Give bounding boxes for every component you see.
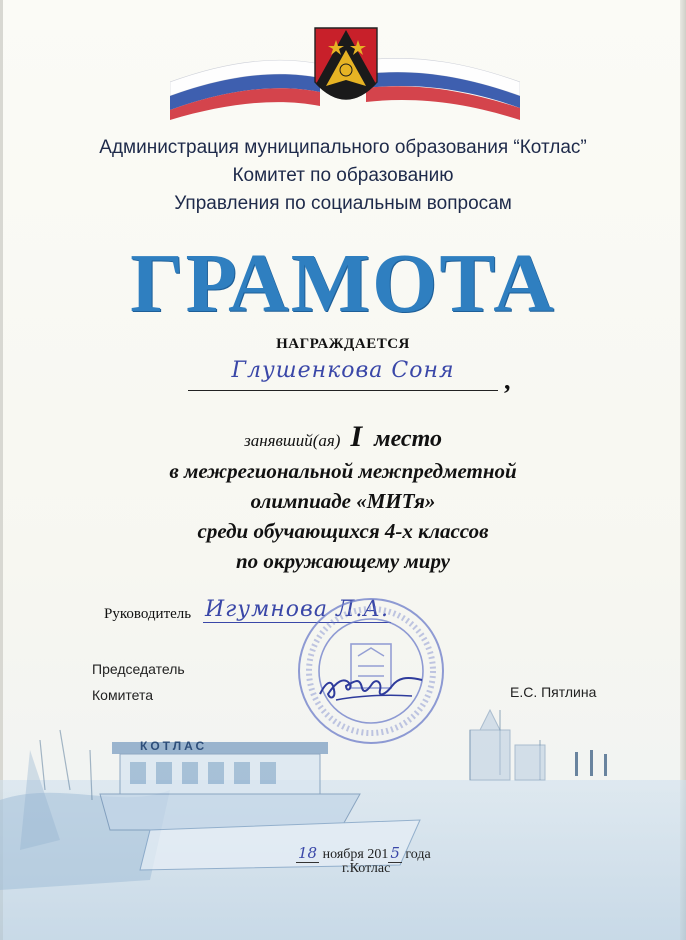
leader-name: Игумнова Л.А. — [205, 597, 389, 622]
chair-name: Е.С. Пятлина — [510, 684, 597, 700]
description-line-4: по окружающему миру — [236, 549, 450, 573]
place-row — [0, 420, 686, 454]
awarded-label: НАГРАЖДАЕТСЯ — [276, 336, 410, 352]
date-month: ноября 201 — [322, 847, 389, 862]
recipient-underline — [188, 390, 498, 391]
issuer-line-1: Администрация муниципального образования “Котлас” — [99, 137, 587, 158]
issuer-line-2: Комитет по образованию — [232, 165, 454, 186]
leader-label: Руководитель — [104, 606, 192, 622]
place-number: I — [350, 420, 363, 453]
flag-emblem-icon — [170, 20, 520, 120]
description-line-3: среди обучающихся 4-х классов — [197, 519, 489, 543]
place-word: место — [374, 426, 442, 452]
issuer-line-3: Управления по социальным вопросам — [174, 193, 512, 214]
description-line-2: олимпиаде «МИТя» — [250, 489, 436, 513]
description-line-1: в межрегиональной межпредметной — [169, 459, 517, 483]
date-suffix: года — [405, 847, 431, 862]
date-day: 18 — [298, 844, 318, 862]
date-year-digit: 5 — [390, 844, 400, 862]
issue-city: г.Котлас — [342, 861, 391, 876]
scene-sign-text: КОТЛАС — [140, 739, 208, 753]
name-comma: , — [504, 366, 511, 395]
chair-title — [92, 656, 185, 708]
recipient-name: Глушенкова Соня — [231, 358, 455, 383]
place-prefix: занявший(ая) — [244, 431, 341, 450]
chair-signature-icon — [316, 664, 426, 708]
issuer-header — [0, 134, 686, 218]
chair-line-2: Комитета — [92, 687, 154, 703]
certificate-title: ГРАМОТА — [130, 237, 556, 330]
award-description — [0, 456, 686, 576]
chair-line-1: Председатель — [92, 661, 185, 677]
